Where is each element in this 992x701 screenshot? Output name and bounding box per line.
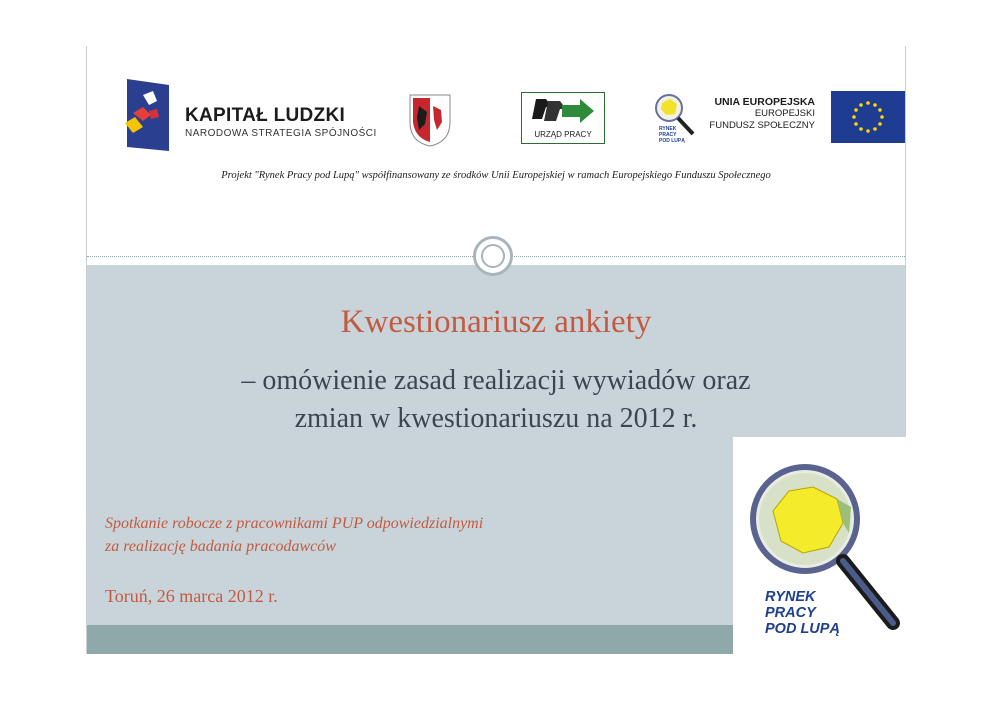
kapital-ludzki-subtitle: NARODOWA STRATEGIA SPÓJNOŚCI [185, 128, 377, 139]
meeting-line1: Spotkanie robocze z pracownikami PUP odpowiedzialnymi [105, 515, 484, 532]
urzad-pracy-arrow-icon [522, 93, 603, 127]
kapital-ludzki-logo-icon [123, 77, 173, 153]
urzad-pracy-logo [521, 92, 605, 144]
logo-line3: POD LUPĄ [765, 621, 840, 637]
logo-line1: RYNEK [765, 589, 816, 605]
eu-text-line1: UNIA EUROPEJSKA [714, 96, 815, 108]
rynek-pracy-logo-text [765, 589, 840, 637]
coat-of-arms-icon [407, 92, 453, 148]
svg-text:RYNEK: RYNEK [659, 126, 677, 132]
svg-text:POD LUPĄ: POD LUPĄ [659, 138, 685, 144]
eu-text-line3: FUNDUSZ SPOŁECZNY [709, 120, 815, 131]
slide-subtitle [87, 362, 905, 438]
meeting-description [105, 512, 483, 558]
svg-text:PRACY: PRACY [659, 132, 677, 138]
slide-subtitle-line1: – omówienie zasad realizacji wywiadów oraz [241, 365, 751, 396]
project-funding-text: Projekt "Rynek Pracy pod Lupą" współfinansowany ze środków Unii Europejskiej w ramach Europejskiego Funduszu Społecznego [221, 170, 771, 181]
rynek-pracy-small-logo-icon [653, 92, 699, 148]
slide-title: Kwestionariusz ankiety [340, 304, 652, 340]
rynek-pracy-logo [733, 437, 919, 665]
logo-row [87, 46, 905, 176]
divider-circle-icon [473, 236, 513, 276]
eu-flag-icon [831, 91, 905, 143]
logo-line2: PRACY [765, 605, 816, 621]
kapital-ludzki-title: KAPITAŁ LUDZKI [185, 105, 346, 126]
meeting-line2: za realizację badania pracodawców [105, 538, 336, 555]
slide-subtitle-line2: zmian w kwestionariuszu na 2012 r. [294, 403, 698, 434]
eu-text-block [709, 96, 815, 132]
urzad-pracy-label: URZĄD PRACY [534, 130, 592, 139]
eu-text-line2: EUROPEJSKI [754, 108, 815, 119]
meeting-date: Toruń, 26 marca 2012 r. [105, 586, 278, 606]
